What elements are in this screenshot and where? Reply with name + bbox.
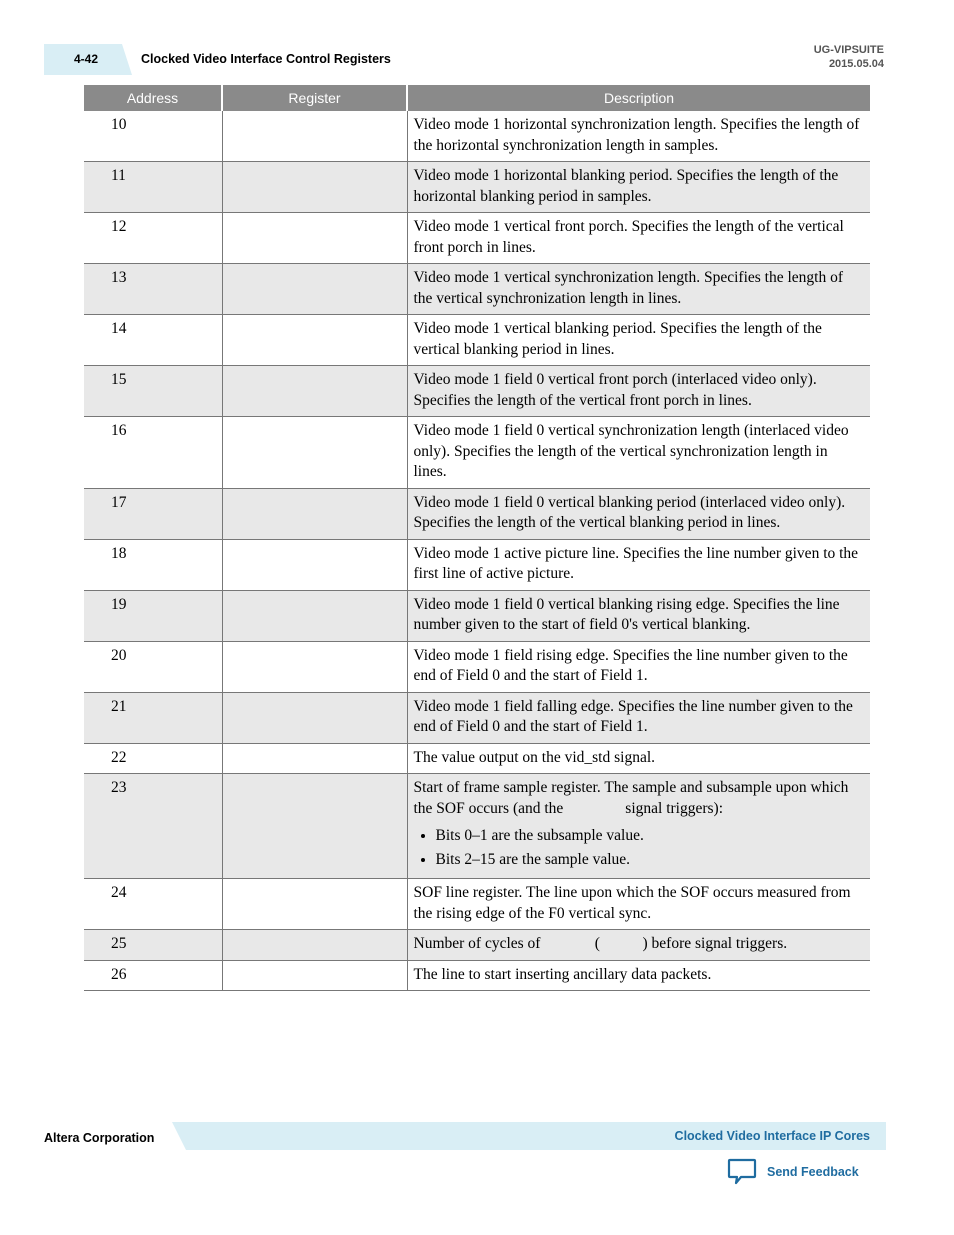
register-cell	[222, 488, 407, 539]
address-cell: 11	[84, 162, 222, 213]
table-row	[84, 417, 870, 489]
table-row	[84, 264, 870, 315]
description-cell	[407, 417, 870, 489]
description-cell	[407, 315, 870, 366]
description-cell	[407, 692, 870, 743]
description-cell	[407, 488, 870, 539]
doc-info	[814, 43, 884, 71]
table-row	[84, 930, 870, 961]
description-cell	[407, 539, 870, 590]
description-cell	[407, 743, 870, 774]
register-table	[84, 85, 870, 991]
description-cell	[407, 213, 870, 264]
table-row	[84, 366, 870, 417]
column-header-description: Description	[407, 85, 870, 111]
table-row	[84, 692, 870, 743]
register-cell	[222, 641, 407, 692]
address-cell: 15	[84, 366, 222, 417]
send-feedback-label: Send Feedback	[767, 1165, 859, 1179]
description-cell	[407, 264, 870, 315]
address-cell: 17	[84, 488, 222, 539]
column-header-address: Address	[84, 85, 222, 111]
description-text: Video mode 1 vertical synchronization length. Specifies the length of the vertical synchronization length in lines.	[413, 269, 847, 307]
table-row	[84, 111, 870, 162]
address-cell: 14	[84, 315, 222, 366]
guide-link[interactable]: Clocked Video Interface IP Cores	[674, 1129, 870, 1143]
address-cell: 22	[84, 743, 222, 774]
table-row	[84, 590, 870, 641]
address-cell: 21	[84, 692, 222, 743]
register-cell	[222, 743, 407, 774]
address-cell: 13	[84, 264, 222, 315]
description-cell	[407, 162, 870, 213]
description-text: Start of frame sample register. The sample and subsample upon which the SOF occurs (and the signal triggers):	[413, 779, 853, 817]
register-cell	[222, 111, 407, 162]
register-cell	[222, 960, 407, 991]
send-feedback-button[interactable]	[727, 1158, 859, 1186]
description-text: Video mode 1 field 0 vertical front porch (interlaced video only). Specifies the length of the vertical front porch in lines.	[413, 371, 821, 409]
description-text: Video mode 1 vertical blanking period. Specifies the length of the vertical blanking period in lines.	[413, 320, 826, 358]
description-text: Video mode 1 active picture line. Specifies the line number given to the first line of active picture.	[413, 544, 862, 582]
table-row	[84, 774, 870, 879]
description-cell	[407, 641, 870, 692]
description-text: Video mode 1 field 0 vertical blanking period (interlaced video only). Specifies the length of the vertical blanking period in lines.	[413, 493, 850, 531]
address-cell: 23	[84, 774, 222, 879]
description-cell	[407, 930, 870, 961]
description-text: The value output on the vid_std signal.	[413, 748, 656, 766]
address-cell: 20	[84, 641, 222, 692]
description-text: Video mode 1 field 0 vertical synchronization length (interlaced video only). Specifies the length of the vertical synchronization length in lines.	[413, 422, 853, 480]
register-cell	[222, 692, 407, 743]
register-cell	[222, 264, 407, 315]
table-row	[84, 213, 870, 264]
table-row	[84, 162, 870, 213]
description-text: Video mode 1 horizontal blanking period. Specifies the length of the horizontal blanking period in samples.	[413, 167, 843, 205]
speech-bubble-icon	[727, 1158, 757, 1186]
description-cell	[407, 774, 870, 879]
address-cell: 24	[84, 879, 222, 930]
description-text: SOF line register. The line upon which the SOF occurs measured from the rising edge of the F0 vertical sync.	[413, 884, 855, 922]
table-body	[84, 111, 870, 991]
section-title: Clocked Video Interface Control Registers	[141, 52, 391, 66]
register-cell	[222, 162, 407, 213]
table-row	[84, 960, 870, 991]
description-text: Video mode 1 horizontal synchronization length. Specifies the length of the horizontal synchronization length in samples.	[413, 116, 864, 154]
bullet-item: • Bits 2–15 are the sample value.	[436, 850, 865, 871]
column-header-register: Register	[222, 85, 407, 111]
address-cell: 12	[84, 213, 222, 264]
address-cell: 16	[84, 417, 222, 489]
address-cell: 10	[84, 111, 222, 162]
description-cell	[407, 366, 870, 417]
table-row	[84, 641, 870, 692]
table-row	[84, 315, 870, 366]
description-text: The line to start inserting ancillary data packets.	[413, 965, 712, 983]
register-cell	[222, 774, 407, 879]
description-text: Video mode 1 field 0 vertical blanking rising edge. Specifies the line number given to the start of field 0's vertical blanking.	[413, 595, 844, 633]
register-cell	[222, 315, 407, 366]
register-cell	[222, 366, 407, 417]
page-number: 4-42	[74, 52, 99, 66]
register-cell	[222, 879, 407, 930]
register-cell	[222, 590, 407, 641]
table-row	[84, 539, 870, 590]
address-cell: 25	[84, 930, 222, 961]
description-cell	[407, 111, 870, 162]
register-cell	[222, 539, 407, 590]
company-name: Altera Corporation	[44, 1131, 155, 1145]
description-cell	[407, 960, 870, 991]
description-text: Video mode 1 field rising edge. Specifies the line number given to the end of Field 0 and the start of Field 1.	[413, 646, 852, 684]
bullet-list	[414, 826, 865, 870]
description-cell	[407, 879, 870, 930]
register-cell	[222, 417, 407, 489]
description-text: Video mode 1 field falling edge. Specifies the line number given to the end of Field 0 and the start of Field 1.	[413, 697, 857, 735]
description-text: Number of cycles of ( ) before signal triggers.	[413, 935, 788, 952]
bullet-item: • Bits 0–1 are the subsample value.	[436, 826, 865, 847]
table-header-row	[84, 85, 870, 111]
table-row	[84, 488, 870, 539]
description-text: Video mode 1 vertical front porch. Specifies the length of the vertical front porch in lines.	[413, 218, 848, 256]
address-cell: 18	[84, 539, 222, 590]
doc-id: UG-VIPSUITE	[813, 44, 884, 56]
description-cell	[407, 590, 870, 641]
register-cell	[222, 930, 407, 961]
address-cell: 26	[84, 960, 222, 991]
table-row	[84, 743, 870, 774]
doc-date: 2015.05.04	[828, 58, 884, 70]
address-cell: 19	[84, 590, 222, 641]
table-row	[84, 879, 870, 930]
register-cell	[222, 213, 407, 264]
